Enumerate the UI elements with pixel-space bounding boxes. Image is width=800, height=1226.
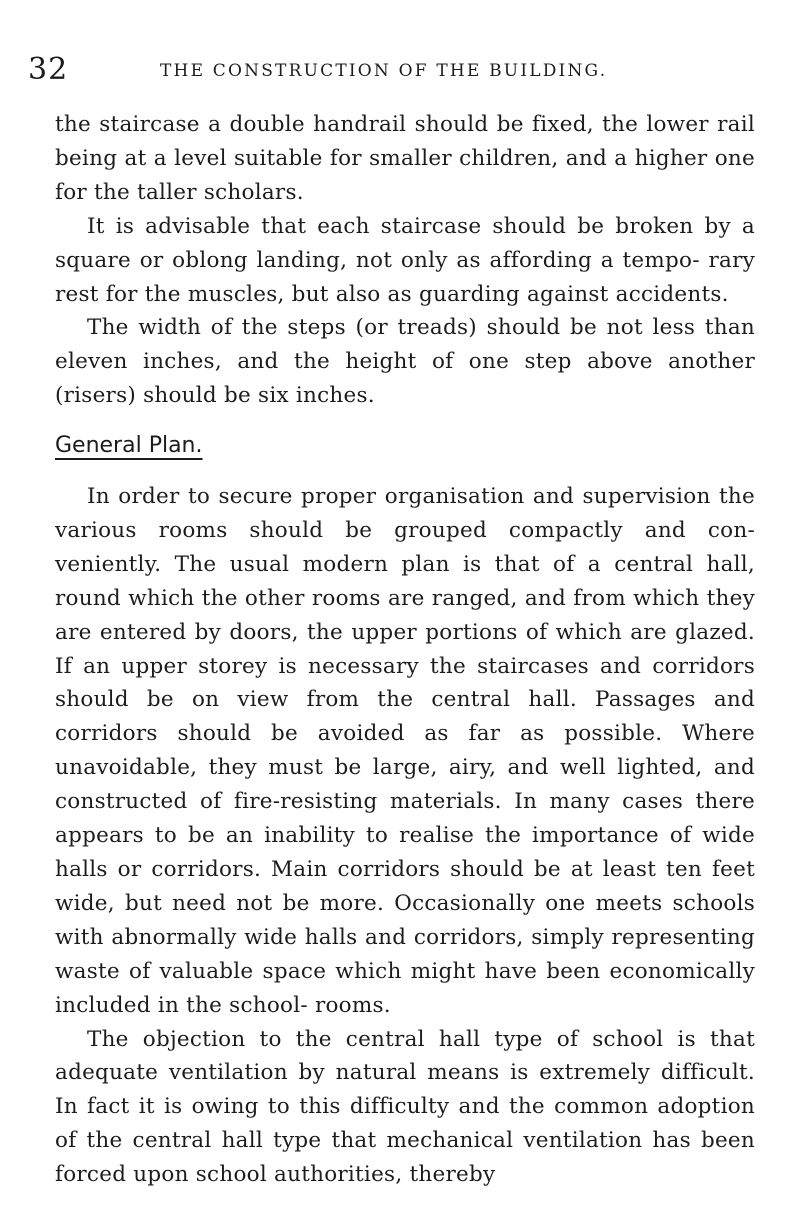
section-heading-general-plan: General Plan. xyxy=(55,433,203,458)
staircase-section xyxy=(55,108,755,413)
paragraph-landing: It is advisable that each staircase should be broken by a square or oblong landing, not only as affording a tempo- rary rest for the muscles, but also as guarding against accidents. xyxy=(55,213,755,307)
page-number: 32 xyxy=(28,52,69,87)
page-header xyxy=(28,50,760,90)
paragraph-handrail: the staircase a double handrail should be fixed, the lower rail being at a level suitable for smaller children, and a higher one for the taller scholars. xyxy=(55,112,755,205)
paragraph-ventilation: The objection to the central hall type of school is that adequate ventilation by natural means is extremely difficult. In fact it is owing to this difficulty and the common adoption of the central hall type that mechanical ventilation has been forced upon school authorities, thereby xyxy=(55,1026,755,1188)
paragraph-steps: The width of the steps (or treads) should be not less than eleven inches, and the height of one step above another (risers) should be six inches. xyxy=(55,315,755,409)
running-head: THE CONSTRUCTION OF THE BUILDING. xyxy=(160,61,608,81)
general-plan-section xyxy=(55,480,755,1192)
paragraph-organisation: In order to secure proper organisation and supervision the various rooms should be grouped compactly and con- veniently. The usual modern plan is that of a central hall, round which the other rooms are ranged, and from which they are entered by doors, the upper portions of which are glazed. If an upper storey is necessary the staircases and corridors should be on view from the central hall. Passages and corridors should be avoided as far as possible. Where unavoidable, they must be large, airy, and well lighted, and constructed of fire-resisting materials. In many cases there appears to be an inability to realise the importance of wide halls or corridors. Main corridors should be at least ten feet wide, but need not be more. Occasionally one meets schools with abnormally wide halls and corridors, simply representing waste of valuable space which might have been economically included in the school- rooms. xyxy=(55,484,755,1018)
